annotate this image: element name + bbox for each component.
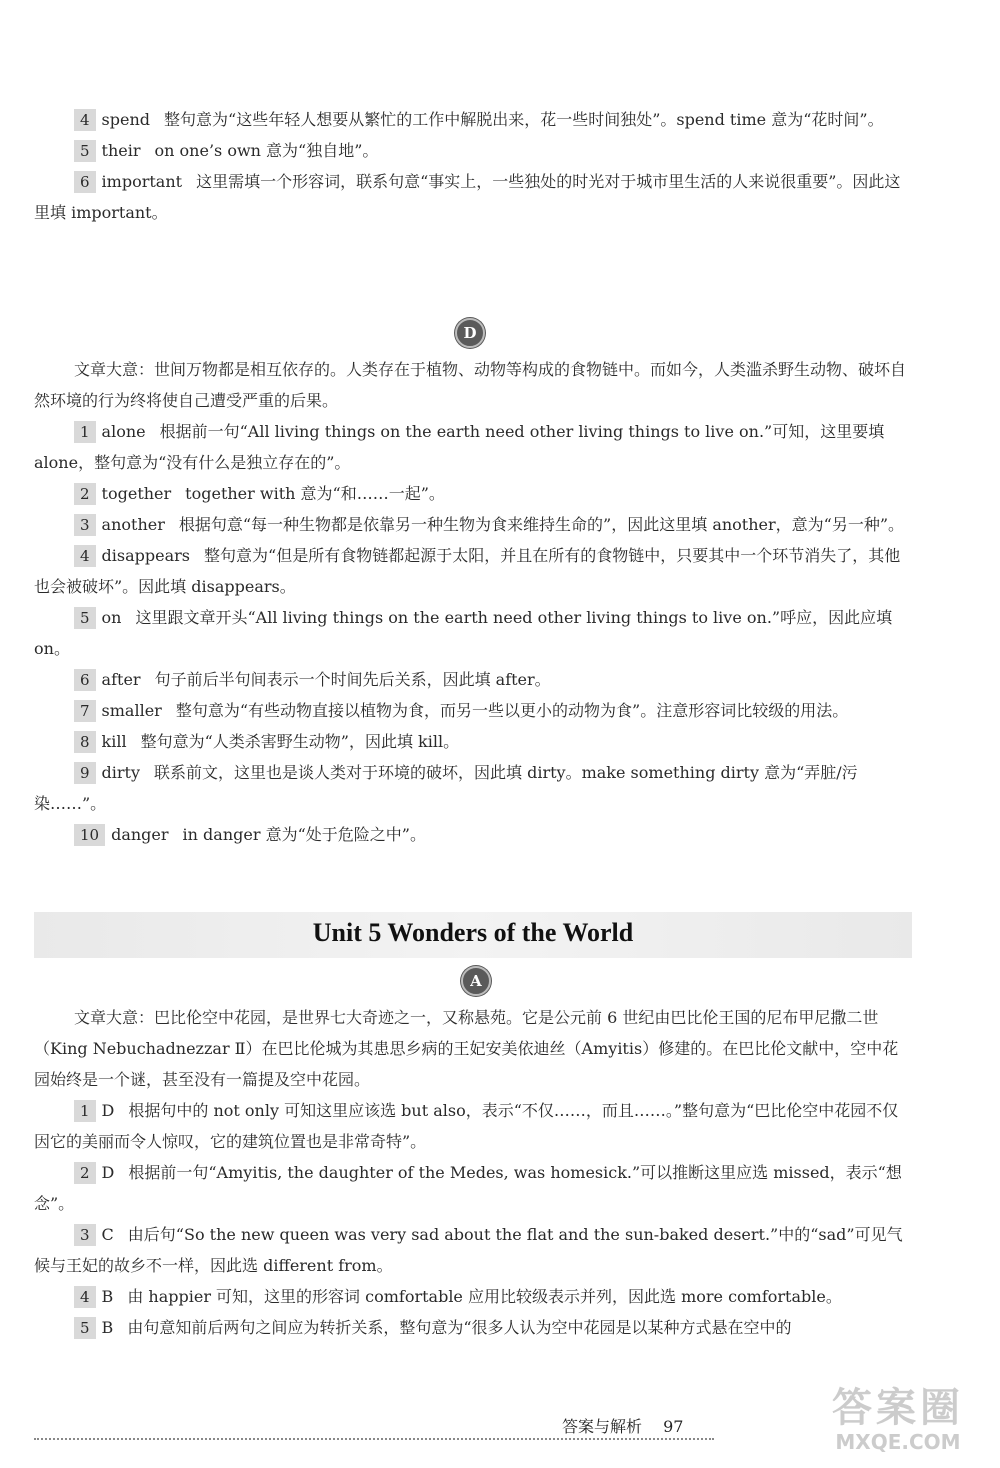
answer-item [34,1219,914,1281]
item-number: 10 [74,824,105,846]
item-answer: disappears [101,546,191,565]
item-answer: B [101,1318,114,1337]
answer-item [34,1095,914,1157]
item-answer: kill [101,732,127,751]
item-explanation: 这里跟文章开头“All living things on the earth need other living things to live on.”呼应，因此应填 on。 [34,608,893,658]
item-number: 6 [74,669,96,691]
answer-item [34,726,914,757]
section-d [34,354,914,850]
item-explanation: 由句意知前后两句之间应为转折关系，整句意为“很多人认为空中花园是以某种方式悬在空中的 [127,1318,792,1337]
unit-heading-band [34,912,912,958]
answer-item [34,135,914,166]
section-a [34,1002,914,1343]
answer-item [34,602,914,664]
item-explanation: 整句意为“人类杀害野生动物”，因此填 kill。 [140,732,460,751]
item-explanation: 这里需填一个形容词，联系句意“事实上，一些独处的时光对于城市里生活的人来说很重要”。因此这里填 important。 [34,172,901,222]
item-number: 3 [74,514,96,536]
footer-label: 答案与解析 [562,1417,643,1436]
section-d-marker: D [455,318,485,348]
item-number: 5 [74,607,96,629]
item-number: 2 [74,1162,96,1184]
answer-item [34,695,914,726]
section-d-summary: 文章大意：世间万物都是相互依存的。人类存在于植物、动物等构成的食物链中。而如今，人类滥杀野生动物、破坏自然环境的行为终将使自己遭受严重的后果。 [34,360,907,410]
answer-item [34,509,914,540]
item-answer: their [101,141,141,160]
section-c-tail [34,104,914,228]
watermark-url: MXQE.COM [835,1430,961,1454]
item-explanation: 根据句意“每一种生物都是依靠另一种生物为食来维持生命的”，因此这里填 another，意为“另一种”。 [178,515,905,534]
section-a-marker: A [461,966,491,996]
item-number: 6 [74,171,96,193]
item-explanation: together with 意为“和……一起”。 [185,484,445,503]
item-number: 9 [74,762,96,784]
answer-item [34,166,914,228]
watermark [808,1386,988,1460]
item-answer: together [101,484,172,503]
item-number: 5 [74,140,96,162]
item-number: 1 [74,421,96,443]
item-explanation: 由 happier 可知，这里的形容词 comfortable 应用比较级表示并列，因此选 more comfortable。 [127,1287,842,1306]
item-answer: dirty [101,763,141,782]
item-explanation: 根据前一句“Amyitis, the daughter of the Medes, was homesick.”可以推断这里应选 missed，表示“想念”。 [34,1163,902,1213]
item-answer: alone [101,422,146,441]
item-number: 5 [74,1317,96,1339]
item-number: 4 [74,1286,96,1308]
item-explanation: 整句意为“但是所有食物链都起源于太阳，并且在所有的食物链中，只要其中一个环节消失了，其他也会被破坏”。因此填 disappears。 [34,546,901,596]
answer-item [34,664,914,695]
answer-item [34,478,914,509]
item-explanation: on one’s own 意为“独自地”。 [154,141,379,160]
answer-item [34,1281,914,1312]
item-explanation: 整句意为“有些动物直接以植物为食，而另一些以更小的动物为食”。注意形容词比较级的用法。 [175,701,849,720]
item-number: 4 [74,109,96,131]
item-answer: B [101,1287,114,1306]
answer-item [34,757,914,819]
item-answer: on [101,608,122,627]
item-explanation: 根据前一句“All living things on the earth need other living things to live on.”可知，这里要填 alone，整句意为“没有什么是独立存在的”。 [34,422,885,472]
answer-item [34,104,914,135]
item-number: 7 [74,700,96,722]
unit-title: Unit 5 Wonders of the World [312,918,634,947]
watermark-text: 答案圈 [832,1385,964,1431]
answer-item [34,1312,914,1343]
item-answer: after [101,670,141,689]
item-explanation: 整句意为“这些年轻人想要从繁忙的工作中解脱出来，花一些时间独处”。spend time 意为“花时间”。 [164,110,884,129]
item-explanation: 由后句“So the new queen was very sad about the flat and the sun-baked desert.”中的“sad”可见气候与王妃的故乡不一样，因此选 different from。 [34,1225,903,1275]
item-answer: spend [101,110,151,129]
item-number: 4 [74,545,96,567]
item-answer: smaller [101,701,162,720]
item-answer: C [101,1225,114,1244]
page-footer [562,1414,683,1437]
item-number: 2 [74,483,96,505]
item-explanation: 句子前后半句间表示一个时间先后关系，因此填 after。 [154,670,551,689]
item-answer: danger [111,825,169,844]
item-answer: important [101,172,183,191]
item-answer: D [101,1101,115,1120]
item-explanation: 根据句中的 not only 可知这里应该选 but also，表示“不仅……，而且……。”整句意为“巴比伦空中花园不仅因它的美丽而令人惊叹，它的建筑位置也是非常奇特”。 [34,1101,899,1151]
page-number: 97 [663,1417,684,1436]
footer-rule [34,1438,714,1440]
answer-item [34,416,914,478]
answer-item [34,1157,914,1219]
item-explanation: 联系前文，这里也是谈人类对于环境的破坏，因此填 dirty。make something dirty 意为“弄脏/污染……”。 [34,763,858,813]
item-explanation: in danger 意为“处于危险之中”。 [182,825,426,844]
answer-item [34,540,914,602]
item-answer: D [101,1163,115,1182]
item-answer: another [101,515,165,534]
section-a-summary: 文章大意：巴比伦空中花园，是世界七大奇迹之一，又称悬苑。它是公元前 6 世纪由巴比伦王国的尼布甲尼撒二世（King Nebuchadnezzar Ⅱ）在巴比伦城为其患思乡病的王妃安美依迪丝（Amyitis）修建的。在巴比伦文献中，空中花园始终是一个谜，甚至没有一篇提及空中花园。 [34,1008,899,1089]
item-number: 8 [74,731,96,753]
answer-item [34,819,914,850]
item-number: 1 [74,1100,96,1122]
item-number: 3 [74,1224,96,1246]
